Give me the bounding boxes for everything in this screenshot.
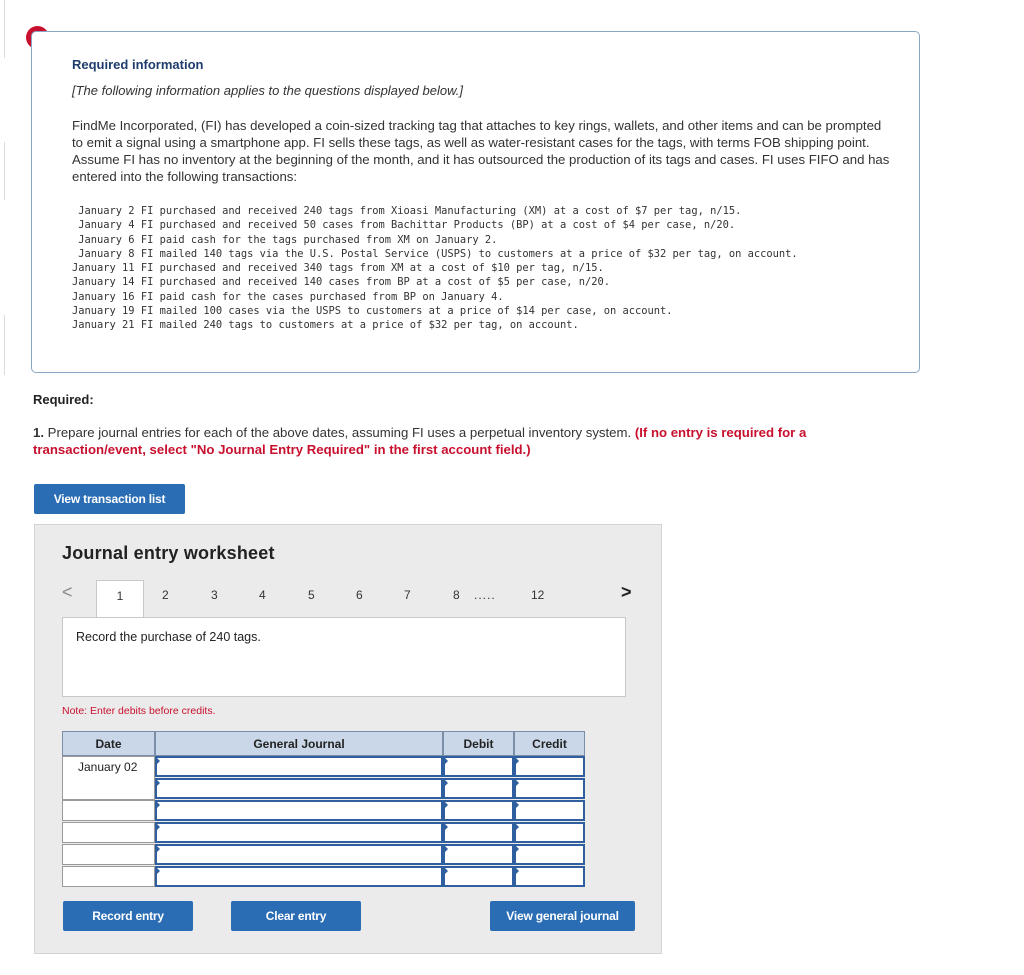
credit-input[interactable] [514,822,585,843]
debit-input[interactable] [443,822,514,843]
left-rail-mid [0,142,5,200]
date-cell [62,756,155,800]
transaction-line: January 11 FI purchased and received 340 tags from XM at a cost of $10 per tag, n/15. [72,262,604,275]
info-paragraph: FindMe Incorporated, (FI) has developed a coin-sized tracking tag that attaches to key rings, wallets, and other items and can be prompted to emit a signal using a smartphone app. FI sells these tags, as well as water-resistant cases for the tags, with terms FOB shipping point. Assume FI has no inventory at the beginning of the month, and it has outsourced the production of its tags and cases. FI uses FIFO and has entered into the following transactions: [72,118,890,184]
tab-ellipsis: ..... [474,588,496,602]
left-rail-top [0,0,5,58]
tab-5[interactable]: 5 [308,588,315,602]
tab-4[interactable]: 4 [259,588,266,602]
debit-input[interactable] [443,844,514,865]
tab-3[interactable]: 3 [211,588,218,602]
tab-2[interactable]: 2 [162,588,169,602]
date-cell [62,866,155,887]
transaction-line: January 14 FI purchased and received 140 cases from BP at a cost of $5 per case, n/20. [72,276,610,289]
account-input[interactable] [155,866,443,887]
transaction-line: January 6 FI paid cash for the tags purchased from XM on January 2. [72,233,498,246]
question-instruction: (If no entry is required for a transaction/event, select "No Journal Entry Required" in the first account field.) [33,425,807,457]
transaction-line: January 8 FI mailed 140 tags via the U.S. Postal Service (USPS) to customers at a price of $32 per tag, on account. [72,247,798,260]
credit-input[interactable] [514,844,585,865]
info-title: Required information [72,57,204,72]
info-subtitle: [The following information applies to the questions displayed below.] [72,83,463,98]
date-cell [62,822,155,843]
debit-input[interactable] [443,756,514,777]
required-label: Required: [33,392,94,407]
date-value: January 02 [78,760,138,774]
required-information-box [31,31,920,373]
chevron-left-icon[interactable]: < [62,582,73,602]
view-general-journal-button[interactable]: View general journal [490,901,635,931]
column-header-date: Date [62,731,155,756]
chevron-right-icon[interactable]: > [621,582,632,602]
account-input[interactable] [155,778,443,799]
date-cell [62,800,155,821]
transaction-line: January 2 FI purchased and received 240 tags from Xioasi Manufacturing (XM) at a cost of $7 per tag, n/15. [72,205,742,217]
debits-note: Note: Enter debits before credits. [62,705,216,717]
debit-input[interactable] [443,778,514,799]
question-text: Prepare journal entries for each of the above dates, assuming FI uses a perpetual inventory system. [44,425,635,440]
account-input[interactable] [155,800,443,821]
credit-input[interactable] [514,778,585,799]
tab-7[interactable]: 7 [404,588,411,602]
worksheet-title: Journal entry worksheet [62,543,275,563]
entry-description-box [62,617,626,697]
entry-description: Record the purchase of 240 tags. [76,630,261,644]
clear-entry-button[interactable]: Clear entry [231,901,361,931]
view-transaction-list-button[interactable]: View transaction list [34,484,185,514]
account-input[interactable] [155,844,443,865]
transaction-line: January 16 FI paid cash for the cases purchased from BP on January 4. [72,290,504,303]
account-input[interactable] [155,822,443,843]
question-1 [33,424,913,458]
tab-8[interactable]: 8 [453,588,460,602]
column-header-debit: Debit [443,731,514,756]
transaction-list [72,204,912,333]
credit-input[interactable] [514,866,585,887]
transaction-line: January 4 FI purchased and received 50 cases from Bachittar Products (BP) at a cost of $4 per case, n/20. [72,219,736,232]
tab-12[interactable]: 12 [531,588,545,602]
column-header-credit: Credit [514,731,585,756]
column-header-general-journal: General Journal [155,731,443,756]
left-rail-low [0,315,5,375]
date-cell [62,844,155,865]
credit-input[interactable] [514,800,585,821]
record-entry-button[interactable]: Record entry [63,901,193,931]
question-number: 1. [33,425,44,440]
tab-1[interactable]: 1 [96,580,144,618]
journal-entry-worksheet [34,524,662,954]
debit-input[interactable] [443,866,514,887]
debit-input[interactable] [443,800,514,821]
transaction-line: January 21 FI mailed 240 tags to customers at a price of $32 per tag, on account. [72,319,579,332]
credit-input[interactable] [514,756,585,777]
account-input[interactable] [155,756,443,777]
transaction-line: January 19 FI mailed 100 cases via the USPS to customers at a price of $14 per case, on account. [72,305,673,318]
tab-6[interactable]: 6 [356,588,363,602]
